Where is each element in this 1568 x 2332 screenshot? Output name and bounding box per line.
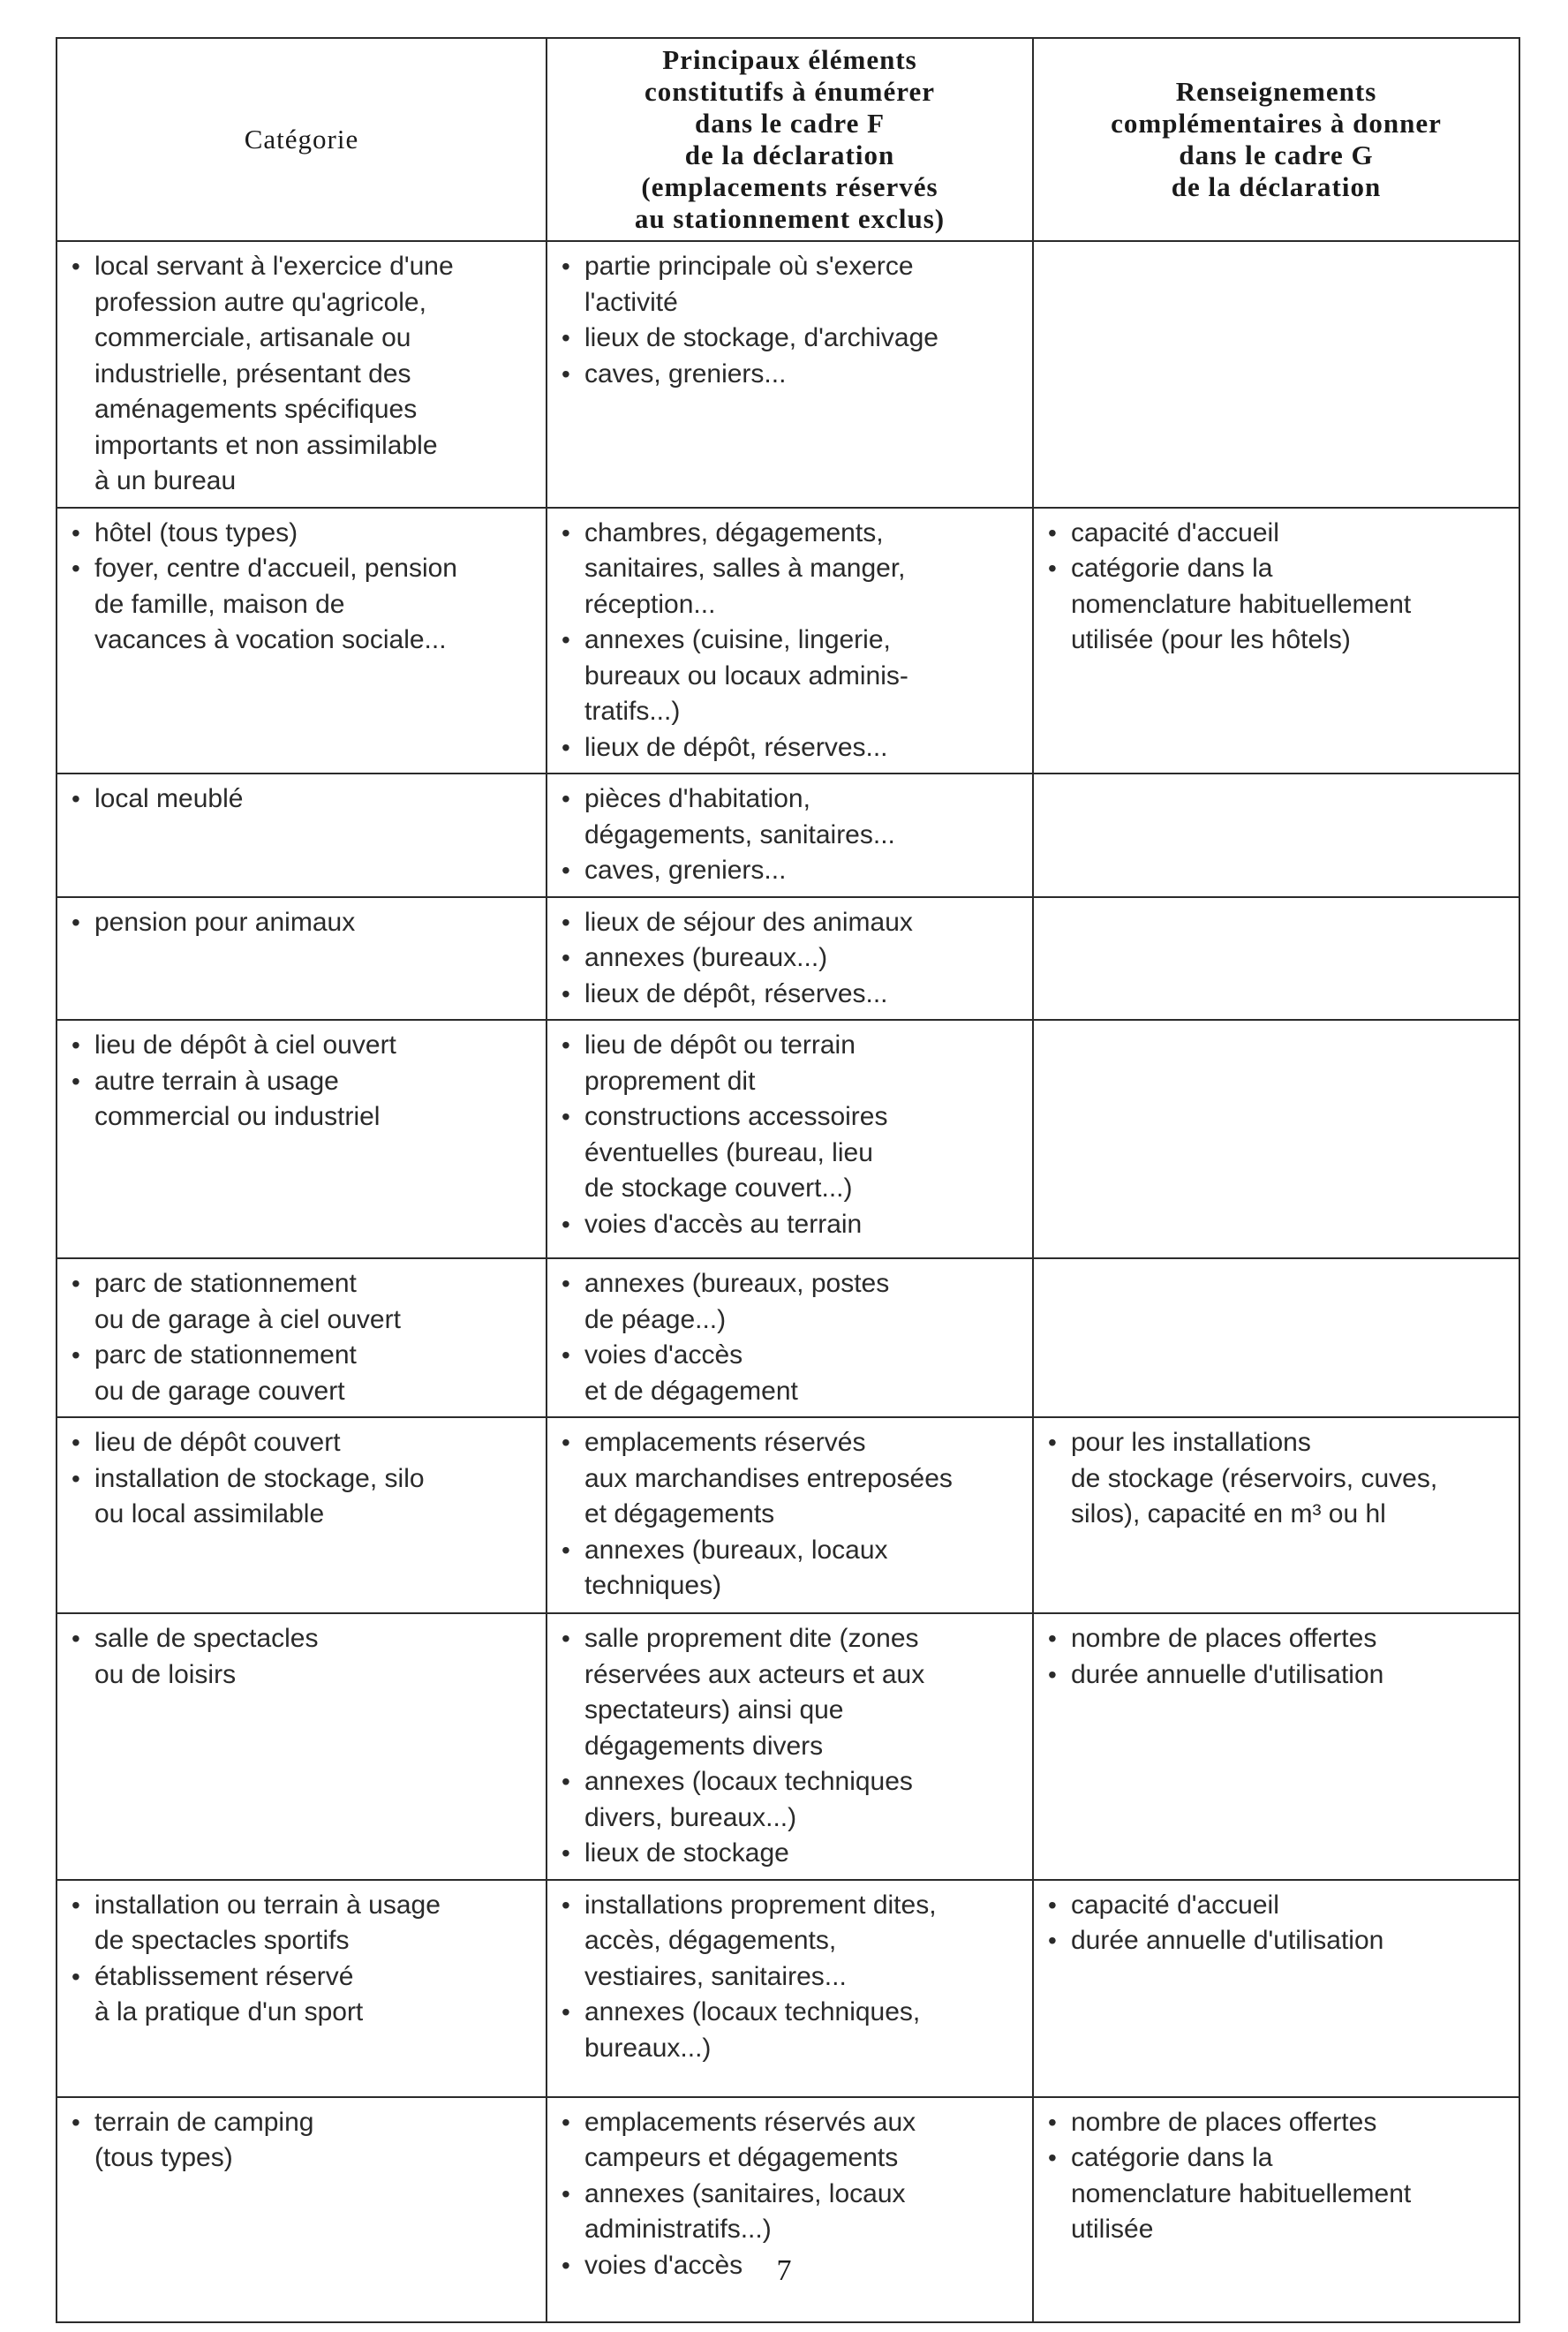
bullet-list (1034, 509, 1519, 666)
list-item: • lieu de dépôt à ciel ouvert (70, 1028, 537, 1064)
table-header-row (57, 38, 1519, 241)
cell-categorie (57, 1258, 547, 1417)
bullet-list (57, 242, 546, 507)
list-item: • pour les installations de stockage (réservoirs, cuves, silos), capacité en m³ ou hl (1046, 1425, 1510, 1533)
bullet-list (547, 898, 1032, 1020)
list-item: • partie principale où s'exerce l'activité (560, 249, 1023, 321)
cell-categorie (57, 1417, 547, 1613)
cell-categorie (57, 1613, 547, 1880)
list-item: • caves, greniers... (560, 357, 1023, 393)
bullet-list (57, 2098, 546, 2184)
cell-categorie (57, 508, 547, 774)
header-elements: Principaux éléments constitutifs à énumérer dans le cadre F de la déclaration (emplacements réservés au stationnement exclus) (547, 38, 1033, 241)
bullet-list (547, 1021, 1032, 1249)
bullet-list (57, 1259, 546, 1416)
cell-elements (547, 1020, 1033, 1258)
bullet-list (57, 1021, 546, 1143)
list-item: • lieux de stockage, d'archivage (560, 321, 1023, 357)
list-item: • installation de stockage, silo ou local assimilable (70, 1461, 537, 1533)
table-row (57, 1613, 1519, 1880)
cell-elements (547, 1417, 1033, 1613)
list-item: • installation ou terrain à usage de spectacles sportifs (70, 1888, 537, 1959)
list-item: • annexes (bureaux, locaux techniques) (560, 1533, 1023, 1604)
list-item: • voies d'accès (560, 2248, 1023, 2284)
bullet-list (547, 242, 1032, 399)
cell-categorie (57, 2097, 547, 2322)
list-item: • durée annuelle d'utilisation (1046, 1657, 1510, 1694)
list-item: • lieux de stockage (560, 1836, 1023, 1872)
cell-elements (547, 241, 1033, 508)
list-item: • terrain de camping (tous types) (70, 2105, 537, 2177)
bullet-list (1034, 774, 1519, 789)
list-item: • durée annuelle d'utilisation (1046, 1923, 1510, 1959)
cell-renseignements (1033, 1258, 1519, 1417)
list-item: • emplacements réservés aux marchandises entreposées et dégagements (560, 1425, 1023, 1533)
cell-elements (547, 897, 1033, 1021)
list-item: • autre terrain à usage commercial ou industriel (70, 1064, 537, 1136)
list-item: • local servant à l'exercice d'une profession autre qu'agricole, commerciale, artisanale ou industrielle, présentant des aménagements spécifiques importants et non assimilable à un bureau (70, 249, 537, 500)
list-item: • voies d'accès et de dégagement (560, 1338, 1023, 1409)
cell-renseignements (1033, 774, 1519, 897)
list-item: • nombre de places offertes (1046, 1621, 1510, 1657)
list-item: • capacité d'accueil (1046, 1888, 1510, 1924)
list-item: • annexes (bureaux...) (560, 940, 1023, 977)
bullet-list (1034, 1881, 1519, 1966)
list-item: • pièces d'habitation, dégagements, sanitaires... (560, 781, 1023, 853)
list-item: • nombre de places offertes (1046, 2105, 1510, 2141)
bullet-list (1034, 1418, 1519, 1540)
table-row (57, 2097, 1519, 2322)
cell-categorie (57, 1020, 547, 1258)
list-item: • salle proprement dite (zones réservées aux acteurs et aux spectateurs) ainsi que dégagements divers (560, 1621, 1023, 1764)
bullet-list (547, 1259, 1032, 1416)
list-item: • catégorie dans la nomenclature habituellement utilisée (pour les hôtels) (1046, 551, 1510, 659)
categories-table (56, 37, 1520, 2323)
bullet-list (547, 1418, 1032, 1611)
bullet-list (1034, 1614, 1519, 1700)
cell-renseignements (1033, 1020, 1519, 1258)
list-item: • annexes (bureaux, postes de péage...) (560, 1266, 1023, 1338)
list-item: • caves, greniers... (560, 853, 1023, 889)
bullet-list (547, 774, 1032, 896)
cell-elements (547, 1258, 1033, 1417)
cell-elements (547, 508, 1033, 774)
list-item: • chambres, dégagements, sanitaires, salles à manger, réception... (560, 516, 1023, 623)
cell-renseignements (1033, 241, 1519, 508)
bullet-list (57, 509, 546, 666)
bullet-list (57, 1614, 546, 1700)
list-item: • établissement réservé à la pratique d'un sport (70, 1959, 537, 2031)
table-body (57, 241, 1519, 2322)
cell-renseignements (1033, 1613, 1519, 1880)
cell-categorie (57, 241, 547, 508)
bullet-list (1034, 1259, 1519, 1273)
list-item: • lieu de dépôt ou terrain proprement dit (560, 1028, 1023, 1099)
table-row (57, 508, 1519, 774)
list-item: • annexes (locaux techniques, bureaux...) (560, 1995, 1023, 2066)
bullet-list (1034, 242, 1519, 256)
list-item: • annexes (locaux techniques divers, bureaux...) (560, 1764, 1023, 1836)
bullet-list (57, 1418, 546, 1540)
bullet-list (57, 774, 546, 825)
bullet-list (547, 1614, 1032, 1879)
list-item: • salle de spectacles ou de loisirs (70, 1621, 537, 1693)
page-number: 7 (776, 2254, 792, 2287)
bullet-list (57, 898, 546, 948)
table-row (57, 1880, 1519, 2097)
header-renseignements: Renseignements complémentaires à donner dans le cadre G de la déclaration (1033, 38, 1519, 241)
list-item: • parc de stationnement ou de garage couvert (70, 1338, 537, 1409)
table-row (57, 897, 1519, 1021)
list-item: • lieux de dépôt, réserves... (560, 730, 1023, 766)
table-row (57, 774, 1519, 897)
list-item: • pension pour animaux (70, 905, 537, 941)
cell-renseignements (1033, 2097, 1519, 2322)
list-item: • foyer, centre d'accueil, pension de famille, maison de vacances à vocation sociale... (70, 551, 537, 659)
list-item: • hôtel (tous types) (70, 516, 537, 552)
cell-renseignements (1033, 1417, 1519, 1613)
cell-categorie (57, 897, 547, 1021)
table-row (57, 1417, 1519, 1613)
list-item: • local meublé (70, 781, 537, 818)
list-item: • installations proprement dites, accès, dégagements, vestiaires, sanitaires... (560, 1888, 1023, 1996)
list-item: • emplacements réservés aux campeurs et dégagements (560, 2105, 1023, 2177)
list-item: • lieux de séjour des animaux (560, 905, 1023, 941)
document-page (56, 37, 1519, 2323)
bullet-list (547, 509, 1032, 774)
bullet-list (1034, 898, 1519, 912)
list-item: • annexes (cuisine, lingerie, bureaux ou locaux adminis- tratifs...) (560, 623, 1023, 730)
table-row (57, 241, 1519, 508)
list-item: • voies d'accès au terrain (560, 1207, 1023, 1243)
cell-categorie (57, 1880, 547, 2097)
cell-elements (547, 1613, 1033, 1880)
list-item: • lieu de dépôt couvert (70, 1425, 537, 1461)
cell-elements (547, 774, 1033, 897)
list-item: • catégorie dans la nomenclature habituellement utilisée (1046, 2140, 1510, 2248)
bullet-list (1034, 2098, 1519, 2255)
cell-renseignements (1033, 897, 1519, 1021)
list-item: • lieux de dépôt, réserves... (560, 977, 1023, 1013)
cell-renseignements (1033, 1880, 1519, 2097)
cell-elements (547, 1880, 1033, 2097)
bullet-list (547, 1881, 1032, 2074)
cell-elements (547, 2097, 1033, 2322)
header-categorie: Catégorie (57, 38, 547, 241)
list-item: • annexes (sanitaires, locaux administratifs...) (560, 2177, 1023, 2248)
list-item: • capacité d'accueil (1046, 516, 1510, 552)
list-item: • constructions accessoires éventuelles (bureau, lieu de stockage couvert...) (560, 1099, 1023, 1207)
cell-categorie (57, 774, 547, 897)
cell-renseignements (1033, 508, 1519, 774)
bullet-list (57, 1881, 546, 2038)
table-row (57, 1020, 1519, 1258)
table-row (57, 1258, 1519, 1417)
list-item: • parc de stationnement ou de garage à ciel ouvert (70, 1266, 537, 1338)
bullet-list (1034, 1021, 1519, 1035)
